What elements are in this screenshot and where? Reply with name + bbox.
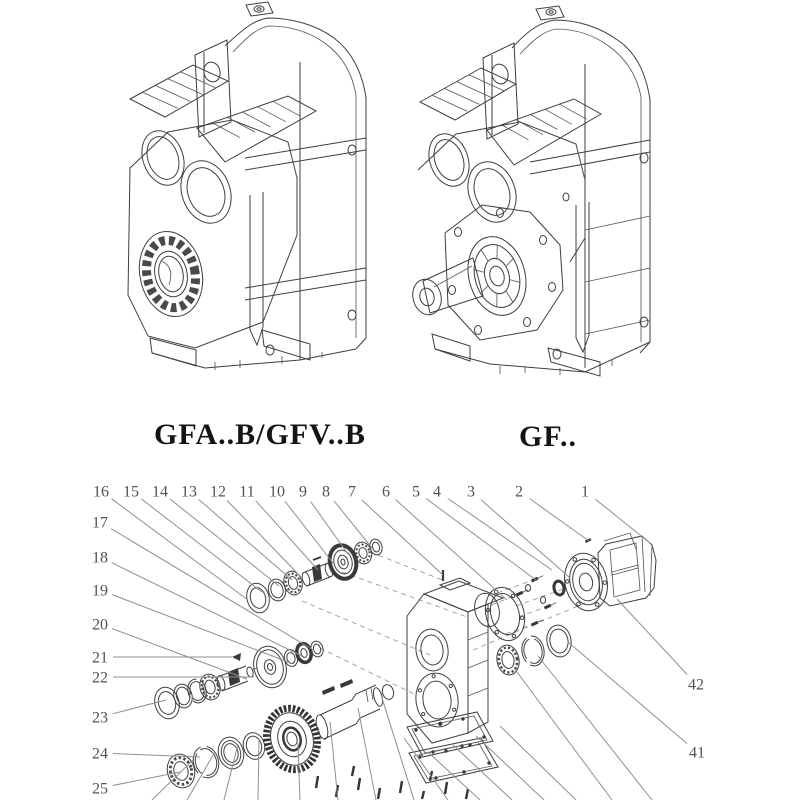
callout-number-8: 8 (322, 483, 330, 501)
callout-number-7: 7 (348, 483, 356, 501)
callout-number-17: 17 (92, 514, 108, 532)
callout-number-41: 41 (689, 744, 705, 762)
callout-number-25: 25 (92, 780, 108, 798)
seal-ring-parts (495, 623, 574, 677)
motor-drawing (553, 533, 656, 615)
output-gear (260, 703, 324, 776)
callout-number-19: 19 (92, 582, 108, 600)
caption-right-model: GF.. (519, 420, 577, 453)
gearbox-solid-shaft-drawing (409, 6, 650, 376)
callout-21-arrowhead (232, 653, 241, 661)
output-hub (460, 230, 535, 322)
callout-number-22: 22 (92, 669, 108, 687)
callout-number-14: 14 (152, 483, 168, 501)
callout-number-11: 11 (239, 483, 255, 501)
bottom-covers (316, 712, 498, 799)
callout-number-20: 20 (92, 616, 108, 634)
caption-left-model: GFA..B/GFV..B (154, 418, 366, 451)
callout-number-5: 5 (412, 483, 420, 501)
callout-number-16: 16 (93, 483, 109, 501)
leader-line-11 (256, 501, 318, 570)
callout-number-6: 6 (382, 483, 390, 501)
input-shaft-parts (243, 538, 383, 616)
callout-number-2: 2 (515, 483, 523, 501)
hollow-shaft-hub (132, 225, 211, 322)
off-canvas-leader-lines (152, 656, 652, 800)
callout-number-23: 23 (92, 709, 108, 727)
leader-line-6 (396, 500, 507, 600)
callout-number-12: 12 (210, 483, 226, 501)
callout-number-42: 42 (688, 676, 704, 694)
leader-line-1 (595, 499, 650, 543)
leader-line-17 (111, 529, 315, 651)
callout-number-15: 15 (123, 483, 139, 501)
leader-line-24 (113, 754, 200, 758)
leader-line-14 (170, 499, 279, 586)
leader-line-8 (334, 501, 372, 548)
callout-number-13: 13 (181, 483, 197, 501)
callout-number-10: 10 (269, 483, 285, 501)
gearbox-hollow-shaft-drawing (128, 2, 366, 370)
leader-line-13 (199, 500, 292, 581)
callout-number-18: 18 (92, 549, 108, 567)
callout-number-24: 24 (92, 745, 108, 763)
callout-number-1: 1 (581, 483, 589, 501)
leader-line-2 (530, 499, 589, 541)
output-shaft-parts (164, 679, 396, 791)
leader-line-19 (112, 595, 288, 662)
leader-line-42 (617, 599, 687, 675)
leader-line-9 (311, 502, 348, 554)
leader-line-7 (362, 500, 443, 575)
callout-number-4: 4 (433, 483, 441, 501)
callout-number-9: 9 (299, 483, 307, 501)
leader-line-10 (285, 501, 333, 563)
callout-number-3: 3 (467, 483, 475, 501)
leader-line-5 (426, 499, 536, 580)
leader-line-16 (111, 499, 248, 600)
leader-line-18 (112, 563, 302, 656)
exploded-view-drawing (92, 484, 705, 800)
callout-number-21: 21 (92, 649, 108, 667)
leader-line-4 (448, 498, 552, 570)
leader-line-15 (141, 499, 262, 592)
leader-line-3 (481, 500, 569, 577)
leader-line-20 (112, 629, 247, 679)
leader-line-41 (568, 642, 687, 744)
